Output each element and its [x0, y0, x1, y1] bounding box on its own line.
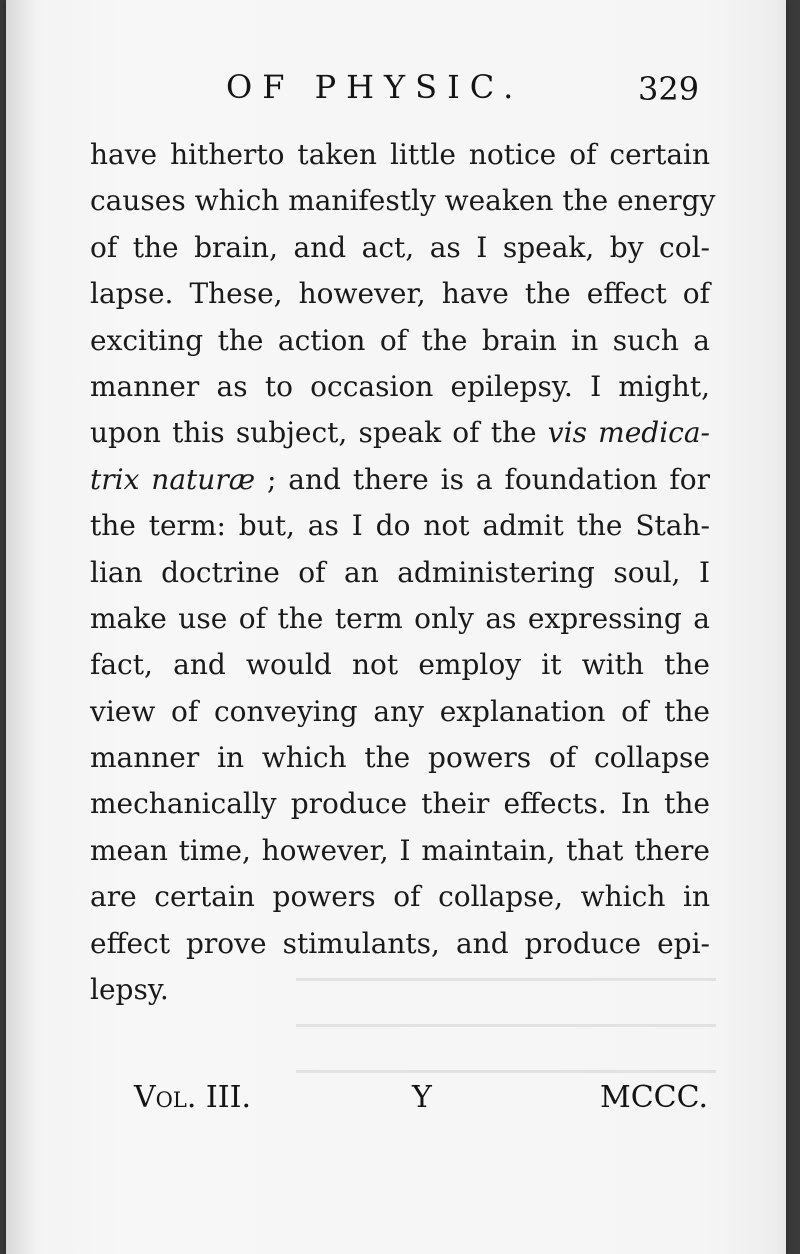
text-line: [90, 457, 710, 503]
page-footer: [6, 1080, 786, 1130]
text-line-roman: ; and there is a foundation for: [255, 462, 711, 496]
text-line-roman: upon this subject, speak of the: [90, 416, 548, 450]
text-line: have hitherto taken little notice of certain: [90, 138, 710, 171]
italic-phrase-trix-naturae: trix naturæ: [90, 462, 256, 496]
volume-mark: Vol. III.: [134, 1080, 251, 1115]
running-head: [6, 62, 786, 112]
text-line: fact, and would not employ it with the: [90, 648, 710, 682]
text-line: mechanically produce their effects. In the: [90, 787, 710, 821]
text-line: are certain powers of collapse, which in: [90, 880, 710, 914]
text-line: manner as to occasion epilepsy. I might,: [90, 369, 710, 403]
text-line: lepsy.: [90, 973, 169, 1007]
catchword: MCCC.: [600, 1080, 709, 1115]
signature-mark: Y: [412, 1080, 432, 1115]
running-title: OF PHYSIC.: [226, 68, 524, 106]
page-number: 329: [638, 70, 700, 108]
text-line: mean time, however, I maintain, that there: [90, 833, 710, 867]
text-line: lapse. These, however, have the effect of: [90, 277, 710, 311]
text-line: view of conveying any explanation of the: [90, 694, 710, 728]
text-line: of the brain, and act, as I speak, by col-: [90, 230, 710, 264]
body-text: [90, 132, 716, 1013]
text-line: exciting the action of the brain in such a: [90, 323, 710, 357]
text-line: manner in which the powers of collapse: [90, 741, 710, 775]
text-line: make use of the term only as expressing a: [90, 601, 710, 635]
italic-phrase-vis-medica: vis medica-: [547, 416, 710, 450]
book-page: [6, 0, 786, 1254]
text-line: causes which manifestly weaken the energy: [90, 184, 716, 218]
text-line: [90, 410, 710, 456]
text-line: effect prove stimulants, and produce epi-: [90, 926, 710, 960]
text-line: lian doctrine of an administering soul, I: [90, 555, 710, 589]
text-line: the term: but, as I do not admit the Stah-: [90, 509, 710, 543]
